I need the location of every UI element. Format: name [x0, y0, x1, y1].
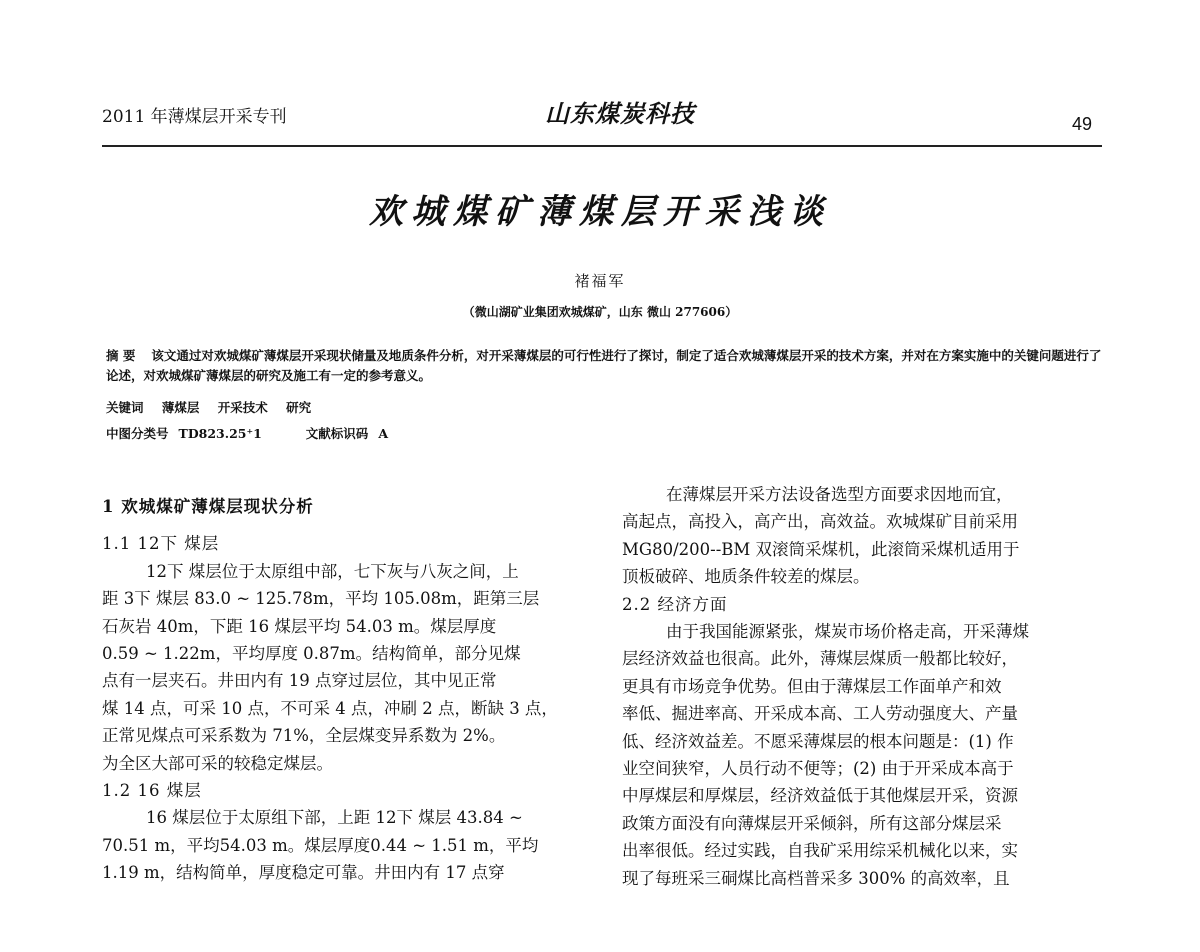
- subsection-heading: 2.2 经济方面: [622, 594, 728, 614]
- paragraph-line: 层经济效益也很高。此外，薄煤层煤质一般都比较好，: [622, 649, 1018, 669]
- left-column: [102, 493, 582, 887]
- paragraph-line: 12下 煤层位于太原组中部，七下灰与八灰之间，上: [146, 561, 519, 581]
- abstract: [106, 346, 1102, 386]
- keyword: 薄煤层: [161, 400, 200, 415]
- keywords: [106, 398, 325, 416]
- paragraph-line: 距 3下 煤层 83.0 ~ 125.78m，平均 105.08m，距第三层: [102, 589, 540, 609]
- paragraph-line: 中厚煤层和厚煤层，经济效益低于其他煤层开采，资源: [622, 786, 1018, 806]
- paragraph-line: 16 煤层位于太原组下部，上距 12下 煤层 43.84 ~: [146, 808, 523, 828]
- paragraph-line: 石灰岩 40m，下距 16 煤层平均 54.03 m。煤层厚度: [102, 616, 497, 636]
- paragraph-line: 1.19 m，结构简单，厚度稳定可靠。井田内有 17 点穿: [102, 863, 505, 883]
- right-column: [622, 481, 1106, 892]
- page-number: 49: [1072, 114, 1093, 134]
- abstract-label: 摘 要: [106, 348, 136, 363]
- paragraph-line: 现了每班采三硐煤比高档普采多 300% 的高效率，且: [622, 868, 1010, 888]
- paragraph-line: 在薄煤层开采方法设备选型方面要求因地而宜，: [666, 485, 1013, 504]
- paragraph-line: 0.59 ~ 1.22m，平均厚度 0.87m。结构简单，部分见煤: [102, 644, 521, 664]
- paragraph-line: 70.51 m，平均54.03 m。煤层厚度0.44 ~ 1.51 m，平均: [102, 835, 539, 855]
- subsection-heading: 1.2 16 煤层: [102, 781, 202, 801]
- paragraph-line: 由于我国能源紧张，煤炭市场价格走高，开采薄煤: [666, 622, 1029, 642]
- class-label: 中图分类号: [106, 426, 169, 441]
- paragraph-line: 低、经济效益差。不愿采薄煤层的根本问题是：(1) 作: [622, 731, 1014, 751]
- abstract-text: 该文通过对欢城煤矿薄煤层开采现状储量及地质条件分析，对开采薄煤层的可行性进行了探讨，制定了适合欢城薄煤层开采的技术方案，并对在方案实施中的关键问题进行了论述，对欢城煤矿薄煤层的研究及施工有一定的参考意义。: [106, 348, 1102, 383]
- paragraph-line: 率低、掘进率高、开采成本高、工人劳动强度大、产量: [622, 704, 1018, 724]
- doc-code-value: A: [378, 426, 389, 441]
- keyword: 研究: [286, 400, 312, 415]
- class-value: TD823.25⁺1: [178, 426, 262, 441]
- section-heading: 1 欢城煤矿薄煤层现状分析: [102, 497, 314, 516]
- paragraph-line: 业空间狭窄，人员行动不便等；(2) 由于开采成本高于: [622, 759, 1014, 779]
- classification: [106, 424, 398, 442]
- paragraph-line: 更具有市场竞争优势。但由于薄煤层工作面单产和效: [622, 676, 1002, 696]
- keyword: 开采技术: [217, 400, 268, 415]
- paragraph-line: 为全区大部可采的较稳定煤层。: [102, 753, 333, 773]
- journal-issue: 2011 年薄煤层开采专刊: [102, 107, 287, 127]
- affiliation: （微山湖矿业集团欢城煤矿，山东 微山 277606）: [462, 305, 738, 319]
- subsection-heading: 1.1 12下 煤层: [102, 534, 220, 554]
- paragraph-line: 正常见煤点可采系数为 71%，全层煤变异系数为 2%。: [102, 726, 506, 746]
- paragraph-line: MG80/200--BM 双滚筒采煤机，此滚筒采煤机适用于: [622, 539, 1020, 559]
- paragraph-line: 顶板破碎、地质条件较差的煤层。: [622, 567, 870, 587]
- paragraph-line: 点有一层夹石。井田内有 19 点穿过层位，其中见正常: [102, 671, 497, 691]
- paragraph-line: 煤 14 点，可采 10 点，不可采 4 点，冲刷 2 点，断缺 3 点，: [102, 698, 558, 718]
- article-title: 欢城煤矿薄煤层开采浅谈: [369, 192, 831, 232]
- header-rule: [102, 145, 1102, 147]
- paragraph-line: 高起点，高投入，高产出，高效益。欢城煤矿目前采用: [622, 512, 1018, 532]
- doc-code-label: 文献标识码: [305, 426, 369, 441]
- keywords-label: 关键词: [106, 400, 144, 415]
- paragraph-line: 政策方面没有向薄煤层开采倾斜，所有这部分煤层采: [622, 813, 1002, 833]
- paragraph-line: 出率很低。经过实践，自我矿采用综采机械化以来，实: [622, 841, 1018, 861]
- journal-logo: 山东煤炭科技: [545, 99, 695, 128]
- author: 褚福军: [574, 272, 626, 290]
